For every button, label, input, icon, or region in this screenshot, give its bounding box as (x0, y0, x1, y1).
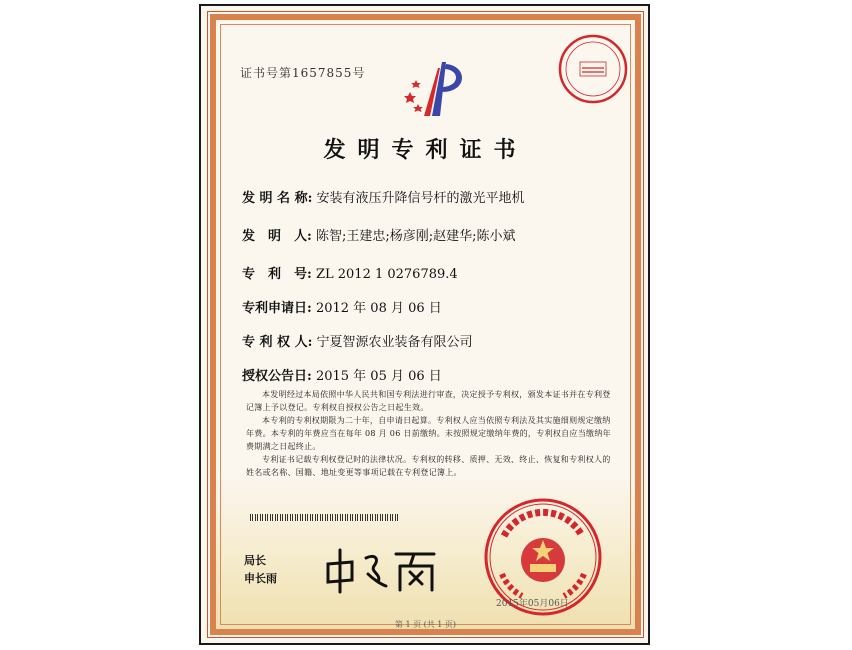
certificate-title: 发明专利证书 (323, 137, 528, 163)
signatory-title: 局长 (244, 554, 266, 567)
field-application-date (242, 297, 442, 316)
page-number: 第 1 页 (共 1 页) (394, 620, 457, 629)
field-label: 专 利 号: (242, 267, 312, 282)
field-label: 专利申请日: (242, 301, 312, 316)
body-paragraph: 专利证书记载专利权登记时的法律状况。专利权的转移、质押、无效、终止、恢复和专利权人的姓名或名称、国籍、地址变更等事项记载在专利登记簿上。 (246, 455, 611, 477)
field-value: ZL 2012 1 0276789.4 (315, 267, 458, 282)
field-value: 2015 年 05 月 06 日 (315, 369, 442, 384)
signatory-name: 申长雨 (244, 572, 277, 585)
barcode (250, 514, 400, 521)
patent-certificate (210, 14, 641, 635)
body-paragraph: 本专利的专利权期限为二十年，自申请日起算。专利权人应当依照专利法及其实施细则规定缴纳年费。本专利的年费应当在每年 08 月 06 日前缴纳。未按照规定缴纳年费的，专利权自应当缴纳年费期满之日起终止。 (246, 416, 611, 451)
signatory-labels (244, 552, 277, 588)
field-value: 安装有液压升降信号杆的激光平地机 (316, 191, 525, 206)
field-value: 陈智;王建忠;杨彦刚;赵建华;陈小斌 (315, 229, 516, 244)
field-patent-number (242, 263, 458, 282)
handwritten-signature (322, 544, 442, 594)
field-invention-name (242, 187, 525, 206)
field-label: 授权公告日: (242, 369, 312, 384)
sipo-logo-icon (402, 58, 472, 120)
field-inventors (242, 225, 515, 244)
field-label: 发 明 名 称: (242, 191, 313, 206)
field-patentee (242, 331, 473, 350)
field-value: 宁夏智源农业装备有限公司 (316, 335, 473, 350)
field-label: 发 明 人: (242, 229, 312, 244)
certificate-body-text (246, 388, 616, 479)
field-label: 专 利 权 人: (242, 335, 313, 350)
body-paragraph: 本发明经过本局依照中华人民共和国专利法进行审查，决定授予专利权，颁发本证书并在专利登记簿上予以登记。专利权自授权公告之日起生效。 (246, 390, 611, 412)
field-value: 2012 年 08 月 06 日 (315, 301, 442, 316)
certificate-number: 证书号第1657855号 (240, 66, 366, 80)
seal-date: 2015年05月06日 (496, 599, 569, 609)
field-grant-date (242, 365, 442, 384)
top-red-stamp-icon (556, 32, 630, 106)
